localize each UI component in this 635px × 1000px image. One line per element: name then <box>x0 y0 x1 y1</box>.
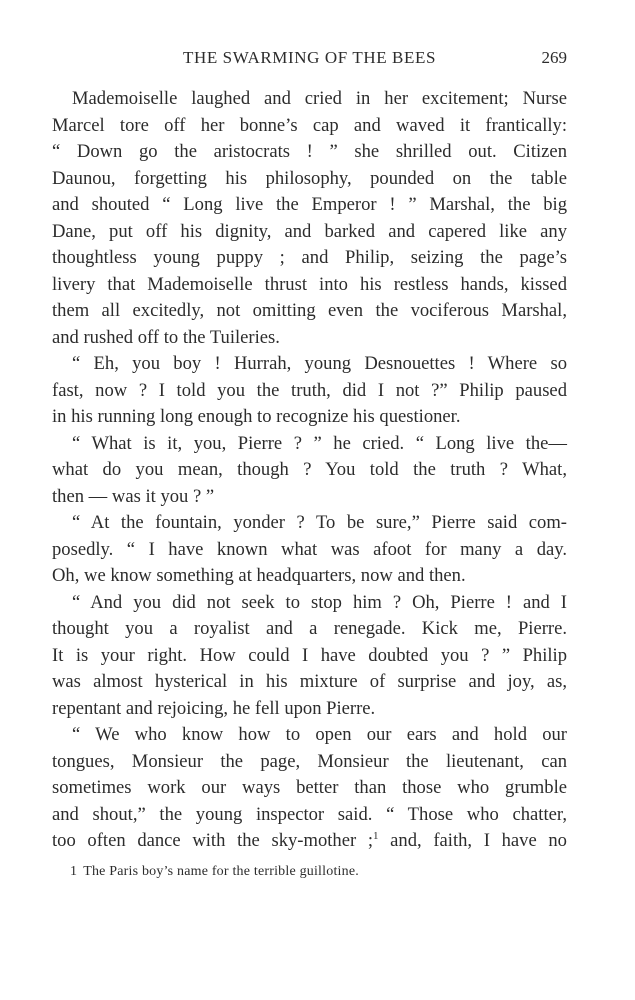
text-line: in his running long enough to recognize his questioner. <box>52 406 461 427</box>
text-line: thoughtless young puppy ; and Philip, seizing the page’s <box>52 247 567 268</box>
footnote-reference: 1 <box>373 830 379 842</box>
text-line: Mademoiselle laughed and cried in her excitement; Nurse <box>72 88 567 109</box>
text-line: “ And you did not seek to stop him ? Oh, Pierre ! and I <box>72 591 567 613</box>
text-line-part: and, faith, I have no <box>378 830 567 851</box>
text-line: thought you a royalist and a renegade. Kick me, Pierre. <box>52 618 567 639</box>
text-line: repentant and rejoicing, he fell upon Pierre. <box>52 697 376 719</box>
text-line: Oh, we know something at headquarters, now and then. <box>52 565 466 586</box>
footnote-text: The Paris boy’s name for the terrible guillotine. <box>83 864 359 879</box>
footnote-number: 1 <box>70 864 78 879</box>
text-line: them all excitedly, not omitting even the vociferous Marshal, <box>52 300 567 321</box>
text-line: posedly. “ I have known what was afoot for many a day. <box>52 538 567 560</box>
text-line: was almost hysterical in his mixture of surprise and joy, as, <box>52 671 567 692</box>
text-line: “ Down go the aristocrats ! ” she shrilled out. Citizen <box>52 141 567 162</box>
body-text <box>52 86 567 855</box>
text-line: “ What is it, you, Pierre ? ” he cried. “ Long live the— <box>72 432 567 454</box>
text-line: “ We who know how to open our ears and hold our <box>72 724 567 745</box>
text-line: “ At the fountain, yonder ? To be sure,” Pierre said com- <box>72 512 567 533</box>
text-line: what do you mean, though ? You told the truth ? What, <box>52 459 567 480</box>
text-line: fast, now ? I told you the truth, did I not ?” Philip paused <box>52 379 567 401</box>
text-line: and shouted “ Long live the Emperor ! ” Marshal, the big <box>52 194 567 215</box>
page-number: 269 <box>541 48 567 67</box>
footnote <box>70 862 567 882</box>
text-line: sometimes work our ways better than those who grumble <box>52 777 567 798</box>
text-line: “ Eh, you boy ! Hurrah, young Desnouettes ! Where so <box>72 353 567 374</box>
running-head <box>52 46 567 70</box>
text-line: and rushed off to the Tuileries. <box>52 326 280 348</box>
text-line: livery that Mademoiselle thrust into his restless hands, kissed <box>52 273 567 295</box>
text-line: Daunou, forgetting his philosophy, pounded on the table <box>52 167 567 189</box>
text-line-part: too often dance with the sky-mother ; <box>52 830 373 851</box>
text-line: Dane, put off his dignity, and barked and capered like any <box>52 220 567 242</box>
text-line <box>52 828 567 855</box>
text-line: Marcel tore off her bonne’s cap and waved it frantically: <box>52 114 567 136</box>
text-line: and shout,” the young inspector said. “ Those who chatter, <box>52 803 567 825</box>
text-line: It is your right. How could I have doubted you ? ” Philip <box>52 644 567 666</box>
text-line: then — was it you ? ” <box>52 485 215 507</box>
text-line: tongues, Monsieur the page, Monsieur the lieutenant, can <box>52 750 567 772</box>
running-title: THE SWARMING OF THE BEES <box>182 48 437 67</box>
